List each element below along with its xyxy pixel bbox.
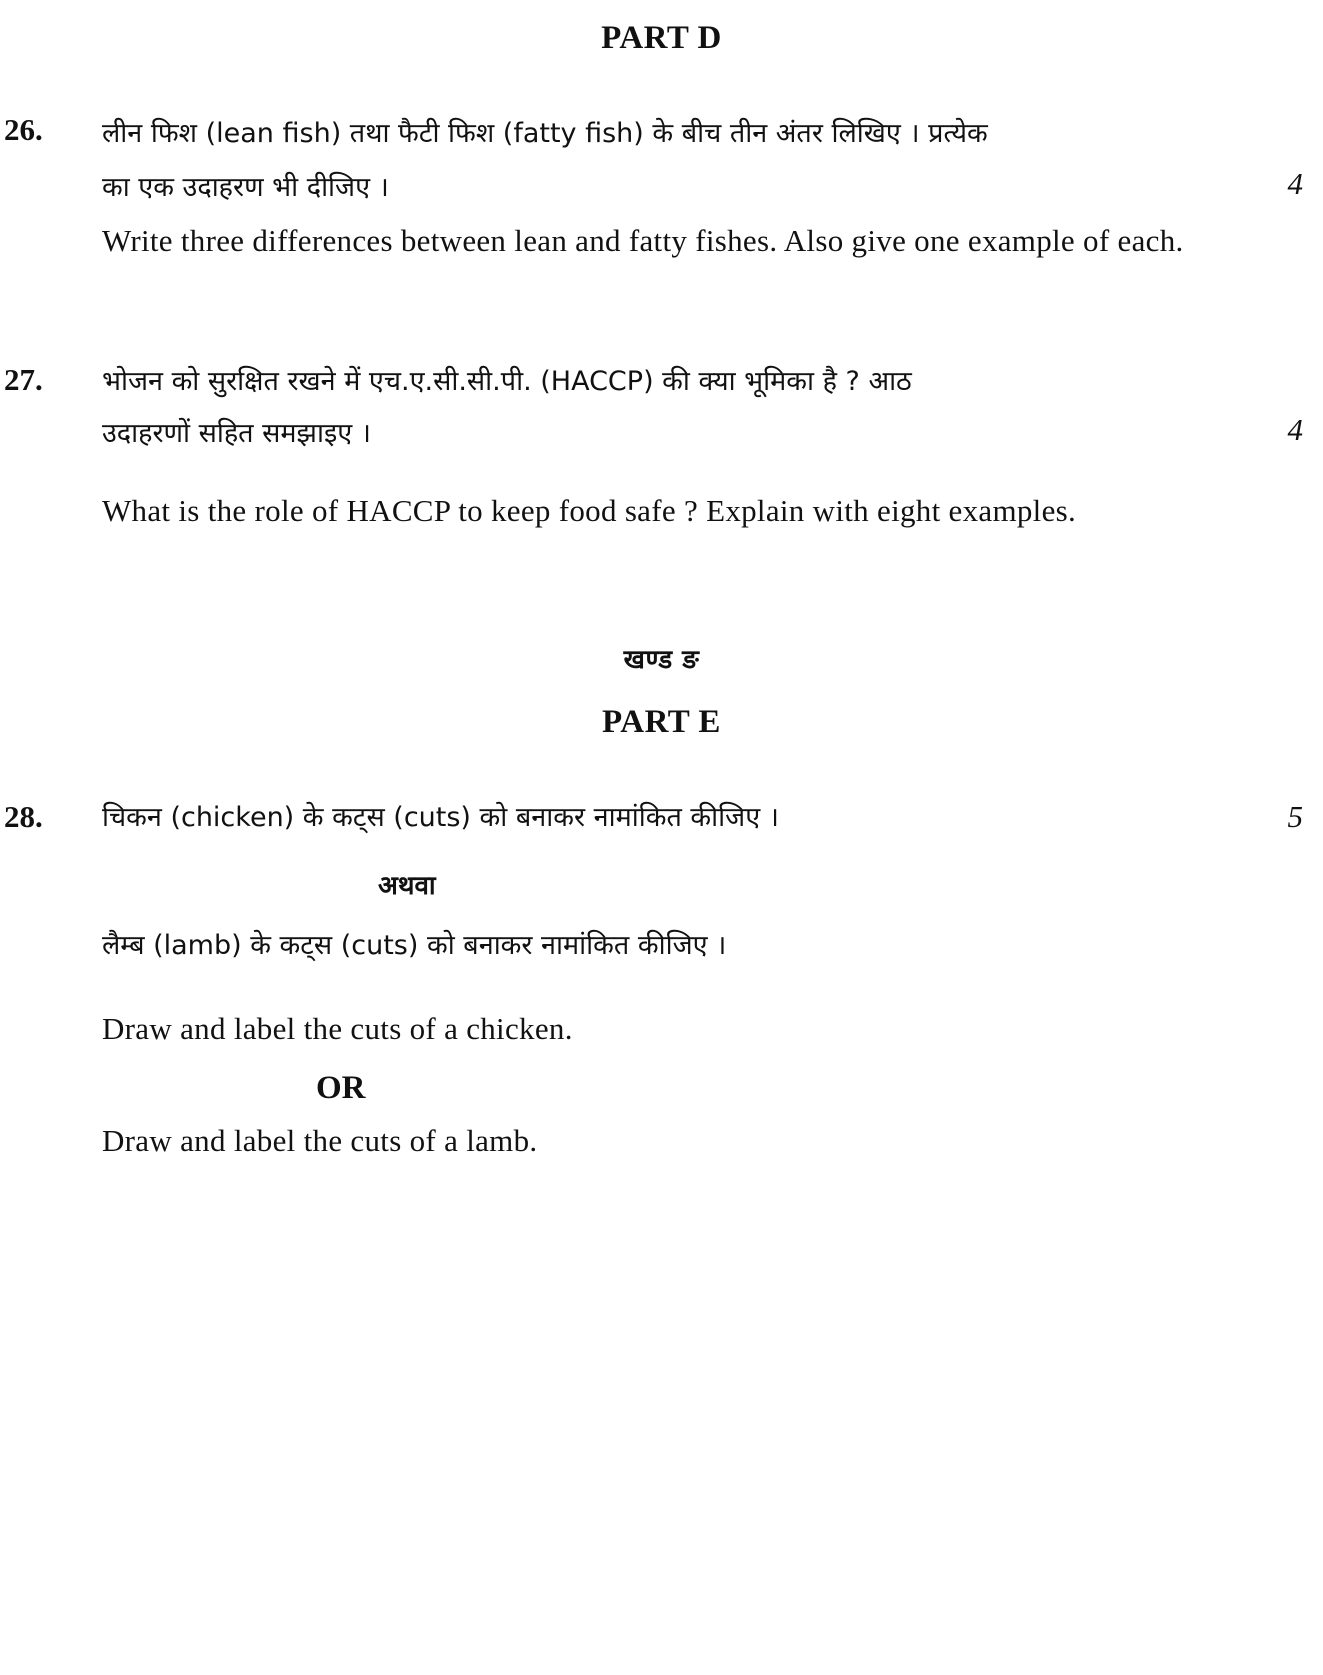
question-english-main: Draw and label the cuts of a chicken. (102, 1011, 573, 1046)
question-english: Write three differences between lean and fatty fishes. Also give one example of each. (102, 223, 1184, 258)
question-hindi-line-2: उदाहरणों सहित समझाइए । (102, 418, 371, 449)
question-number: 27. (4, 362, 43, 397)
marks: 4 (1287, 412, 1303, 447)
part-e-hindi-heading: खण्ड ङ (623, 645, 700, 675)
question-hindi-alternative: लैम्ब (lamb) के कट्स (cuts) को बनाकर नामांकित कीजिए । (102, 930, 727, 961)
part-d-heading: PART D (601, 20, 722, 56)
part-e-heading: PART E (602, 704, 721, 740)
marks: 4 (1287, 166, 1303, 201)
question-number: 26. (4, 112, 43, 147)
question-number: 28. (4, 799, 43, 834)
marks: 5 (1287, 799, 1303, 834)
or-hindi: अथवा (378, 871, 436, 901)
question-english: What is the role of HACCP to keep food safe ? Explain with eight examples. (102, 493, 1077, 528)
question-english-alternative: Draw and label the cuts of a lamb. (102, 1123, 538, 1158)
question-hindi-line-1: भोजन को सुरक्षित रखने में एच.ए.सी.सी.पी. (HACCP) की क्या भूमिका है ? आठ (102, 366, 912, 397)
question-hindi-line-2: का एक उदाहरण भी दीजिए । (102, 172, 389, 203)
question-hindi-main: चिकन (chicken) के कट्स (cuts) को बनाकर नामांकित कीजिए । (102, 802, 779, 833)
question-hindi-line-1: लीन फिश (lean fish) तथा फैटी फिश (fatty fish) के बीच तीन अंतर लिखिए । प्रत्येक (102, 118, 988, 149)
or-english: OR (316, 1070, 366, 1106)
